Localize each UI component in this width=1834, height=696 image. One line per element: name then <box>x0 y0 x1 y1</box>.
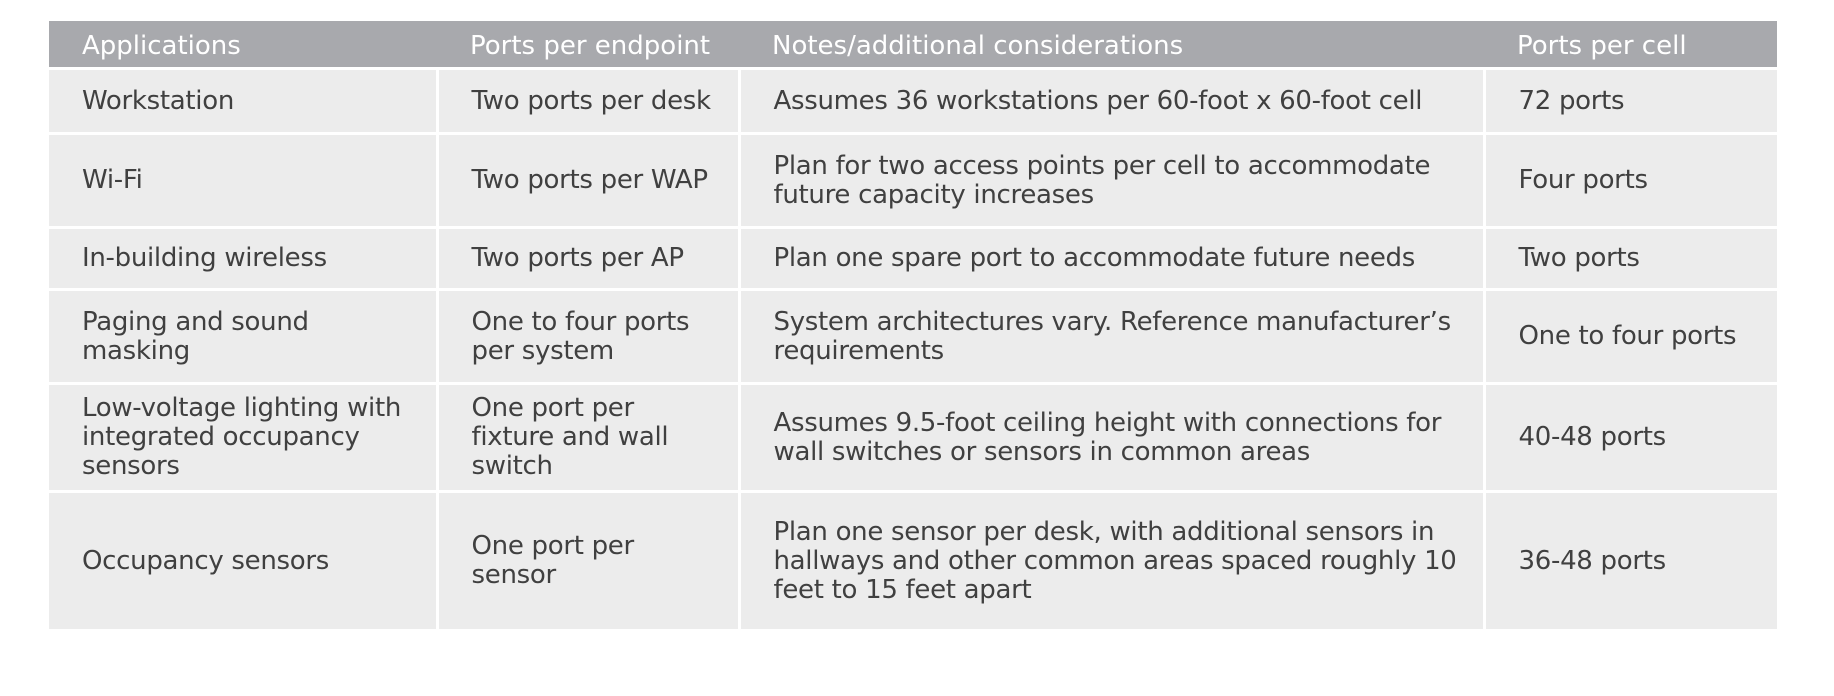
cell-application: Wi-Fi <box>49 134 437 228</box>
cell-application: In-building wireless <box>49 228 437 290</box>
cell-application: Workstation <box>49 69 437 134</box>
cell-notes: Assumes 36 workstations per 60-foot x 60-foot cell <box>739 69 1484 134</box>
table-body <box>49 69 1777 631</box>
header-notes: Notes/additional considerations <box>739 21 1484 69</box>
ports-per-cell-table <box>49 21 1777 632</box>
cell-ports-per-endpoint: One port per fixture and wall switch <box>437 384 739 492</box>
cell-notes: Plan one sensor per desk, with additional sensors in hallways and other common areas spaced roughly 10 feet to 15 feet apart <box>739 492 1484 631</box>
cell-ports-per-cell: One to four ports <box>1484 290 1777 384</box>
table-row <box>49 290 1777 384</box>
table-header <box>49 21 1777 69</box>
table-row <box>49 134 1777 228</box>
cell-ports-per-cell: 36-48 ports <box>1484 492 1777 631</box>
cell-application: Occupancy sensors <box>49 492 437 631</box>
cell-ports-per-cell: 72 ports <box>1484 69 1777 134</box>
header-ports-per-endpoint: Ports per endpoint <box>437 21 739 69</box>
header-applications: Applications <box>49 21 437 69</box>
cell-ports-per-endpoint: Two ports per desk <box>437 69 739 134</box>
cell-notes: Assumes 9.5-foot ceiling height with connections for wall switches or sensors in common areas <box>739 384 1484 492</box>
cell-ports-per-endpoint: Two ports per WAP <box>437 134 739 228</box>
header-row <box>49 21 1777 69</box>
header-ports-per-cell: Ports per cell <box>1484 21 1777 69</box>
cell-application: Low-voltage lighting with integrated occupancy sensors <box>49 384 437 492</box>
table-row <box>49 228 1777 290</box>
table-row <box>49 492 1777 631</box>
cell-ports-per-endpoint: One port per sensor <box>437 492 739 631</box>
cell-application: Paging and sound masking <box>49 290 437 384</box>
cell-notes: Plan for two access points per cell to accommodate future capacity increases <box>739 134 1484 228</box>
cell-ports-per-cell: Four ports <box>1484 134 1777 228</box>
table-row <box>49 384 1777 492</box>
cell-ports-per-endpoint: One to four ports per system <box>437 290 739 384</box>
cell-ports-per-cell: Two ports <box>1484 228 1777 290</box>
ports-table-container <box>49 21 1777 632</box>
cell-ports-per-endpoint: Two ports per AP <box>437 228 739 290</box>
cell-notes: System architectures vary. Reference manufacturer’s requirements <box>739 290 1484 384</box>
cell-notes: Plan one spare port to accommodate future needs <box>739 228 1484 290</box>
table-row <box>49 69 1777 134</box>
cell-ports-per-cell: 40-48 ports <box>1484 384 1777 492</box>
